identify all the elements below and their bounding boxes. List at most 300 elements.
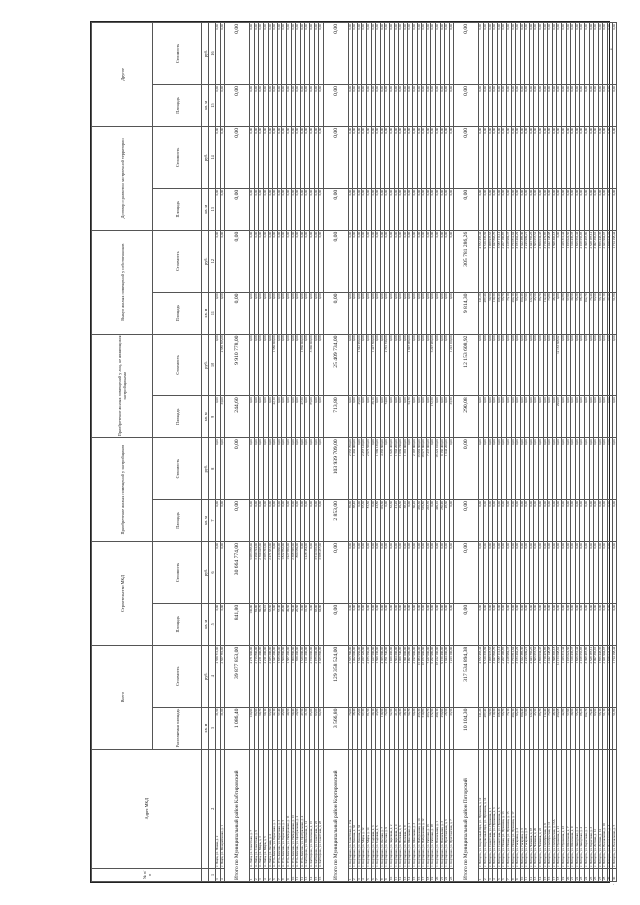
cell-area: 0,00 <box>534 396 539 438</box>
row-number: 21 <box>571 868 576 881</box>
cell-area: 0,00 <box>431 292 436 334</box>
cell-cost: 0,00 <box>539 542 544 604</box>
cell-area: 0,00 <box>449 188 454 230</box>
cell-area: 287,40 <box>483 707 488 749</box>
cell-area: 10 104,30 <box>454 707 479 749</box>
cell-cost: 0,00 <box>594 126 599 188</box>
cell-cost: 2 246 909,21 <box>525 230 530 292</box>
cell-cost: 0,00 <box>413 542 418 604</box>
cell-area: 0,00 <box>305 500 310 542</box>
cell-area: 130,90 <box>250 707 255 749</box>
cell-cost: 18 222 100,00 <box>435 645 440 707</box>
cell-cost: 0,00 <box>422 230 427 292</box>
row-address: с. Кортирово, ул. Лесная, д. 7 <box>380 749 385 868</box>
cell-area: 38,40 <box>353 500 358 542</box>
cell-cost: 0,00 <box>589 438 594 500</box>
row-address: п. Усть-Кемчик, ул. Береговая, д. 5 <box>282 749 287 868</box>
cell-cost: 4 366 600,00 <box>380 438 385 500</box>
cell-cost: 4 672 465,44 <box>479 230 484 292</box>
cell-cost: 3 719 472,86 <box>543 230 548 292</box>
row-address: г. Пяторск, ул. Октябрьская, д. 11 <box>548 749 553 868</box>
cell-area: 0,00 <box>291 85 296 127</box>
col-number: 4 <box>209 645 216 707</box>
row-number: 15 <box>314 868 319 881</box>
cell-cost: 0,00 <box>291 438 296 500</box>
cell-cost: 1 568 523,72 <box>607 645 612 707</box>
cell-cost: 2 457 120,00 <box>362 645 367 707</box>
cell-cost: 0,00 <box>483 542 488 604</box>
cell-cost: 0,00 <box>580 334 585 396</box>
cell-cost: 2 701 740,00 <box>385 334 390 396</box>
cell-cost: 0,00 <box>408 438 413 500</box>
cell-area: 42,10 <box>273 707 278 749</box>
cell-cost: 0,00 <box>483 334 488 396</box>
cell-cost: 0,00 <box>552 542 557 604</box>
cell-area: 0,00 <box>348 188 353 230</box>
cell-area: 0,00 <box>357 500 362 542</box>
cell-cost: 0,00 <box>353 542 358 604</box>
cell-area: 203,70 <box>426 500 431 542</box>
cell-cost: 1 587 200,00 <box>286 645 291 707</box>
row-address: с. Кортирово, ул. Пристанская, д. 5 <box>445 749 450 868</box>
cell-area: 0,00 <box>348 396 353 438</box>
subhead-cost: Стоимость <box>153 645 202 707</box>
cell-cost: 1 927 805,00 <box>286 542 291 604</box>
cell-cost: 1 427 500,00 <box>371 334 376 396</box>
cell-cost: 0,00 <box>268 438 273 500</box>
cell-area: 0,00 <box>376 603 381 645</box>
cell-area: 0,00 <box>589 500 594 542</box>
cell-area: 0,00 <box>585 396 590 438</box>
cell-area: 0,00 <box>286 188 291 230</box>
cell-area: 0,00 <box>426 396 431 438</box>
cell-area: 0,00 <box>380 396 385 438</box>
cell-cost: 0,00 <box>529 334 534 396</box>
row-number: 11 <box>394 868 399 881</box>
cell-area: 0,00 <box>493 85 498 127</box>
row-number: 23 <box>580 868 585 881</box>
cell-area: 0,00 <box>314 188 319 230</box>
cell-area: 0,00 <box>580 603 585 645</box>
cell-area: 3 566,80 <box>323 707 348 749</box>
cell-cost: 0,00 <box>607 23 612 85</box>
cell-area: 2 853,00 <box>323 500 348 542</box>
cell-area: 0,00 <box>497 85 502 127</box>
cell-area: 0,00 <box>426 292 431 334</box>
cell-area: 0,00 <box>612 85 617 127</box>
cell-cost: 0,00 <box>525 23 530 85</box>
cell-cost: 0,00 <box>431 126 436 188</box>
cell-cost: 0,00 <box>348 126 353 188</box>
cell-cost: 0,00 <box>296 23 301 85</box>
cell-area: 0,00 <box>580 85 585 127</box>
cell-area: 0,00 <box>539 500 544 542</box>
col-number: 9 <box>209 396 216 438</box>
cell-cost: 0,00 <box>598 334 603 396</box>
cell-area: 0,00 <box>607 603 612 645</box>
row-address: с. Кортирово, ул. Школьная, д. 1 <box>408 749 413 868</box>
cell-cost: 2 567 781,00 <box>220 645 225 707</box>
row-address: с. Кортирово, ул. Мира, д. 12 <box>362 749 367 868</box>
cell-cost: 0,00 <box>534 438 539 500</box>
cell-area: 0,00 <box>557 188 562 230</box>
row-address: с. Кортирово, ул. Полевая, д. 8 <box>403 749 408 868</box>
cell-cost: 0,00 <box>254 23 259 85</box>
cell-cost: 0,00 <box>557 126 562 188</box>
cell-area: 0,00 <box>571 500 576 542</box>
cell-area: 0,00 <box>277 188 282 230</box>
cell-cost: 0,00 <box>305 23 310 85</box>
col-number: 2 <box>209 749 216 868</box>
cell-cost: 0,00 <box>506 23 511 85</box>
row-number: 1 <box>479 868 484 881</box>
cell-cost: 1 826 661,44 <box>575 230 580 292</box>
cell-cost: 2 021 904,07 <box>603 645 608 707</box>
cell-area: 0,00 <box>454 85 479 127</box>
cell-area: 713,80 <box>323 396 348 438</box>
cell-cost: 0,00 <box>314 334 319 396</box>
cell-cost: 0,00 <box>225 438 250 500</box>
cell-cost: 0,00 <box>440 126 445 188</box>
cell-cost: 0,00 <box>367 542 372 604</box>
cell-area: 0,00 <box>506 603 511 645</box>
cell-cost: 0,00 <box>454 126 479 188</box>
cell-cost: 0,00 <box>348 230 353 292</box>
cell-area: 0,00 <box>348 603 353 645</box>
cell-area: 31,60 <box>305 603 310 645</box>
cell-area: 0,00 <box>250 292 255 334</box>
cell-cost: 0,00 <box>399 126 404 188</box>
cell-area: 0,00 <box>422 188 427 230</box>
cell-cost: 0,00 <box>548 438 553 500</box>
cell-area: 86,70 <box>539 707 544 749</box>
cell-area: 0,00 <box>552 85 557 127</box>
cell-area: 0,00 <box>566 500 571 542</box>
cell-area: 0,00 <box>580 500 585 542</box>
cell-cost: 0,00 <box>435 230 440 292</box>
cell-area: 519,80 <box>422 500 427 542</box>
cell-cost: 0,00 <box>612 23 617 85</box>
cell-area: 0,00 <box>314 85 319 127</box>
cell-area: 0,00 <box>566 603 571 645</box>
cell-area: 0,00 <box>371 500 376 542</box>
cell-cost: 0,00 <box>548 23 553 85</box>
unit-label: кв. м <box>202 500 209 542</box>
cell-area: 0,00 <box>353 85 358 127</box>
cell-cost: 0,00 <box>357 230 362 292</box>
unit-label: кв. м <box>202 603 209 645</box>
cell-area: 0,00 <box>520 500 525 542</box>
cell-area: 0,00 <box>440 188 445 230</box>
cell-cost: 0,00 <box>367 334 372 396</box>
cell-area: 0,00 <box>435 603 440 645</box>
cell-area: 0,00 <box>525 396 530 438</box>
cell-area: 0,00 <box>562 85 567 127</box>
cell-cost: 3 398 497,80 <box>585 645 590 707</box>
cell-area: 93,60 <box>594 707 599 749</box>
cell-area: 119,30 <box>493 707 498 749</box>
cell-area: 88,20 <box>580 292 585 334</box>
cell-area: 100,40 <box>520 292 525 334</box>
cell-cost: 0,00 <box>385 230 390 292</box>
cell-cost: 1 900 800,00 <box>291 645 296 707</box>
cell-area: 0,00 <box>216 603 221 645</box>
cell-cost: 0,00 <box>585 542 590 604</box>
row-number: 5 <box>367 868 372 881</box>
cell-cost: 0,00 <box>422 542 427 604</box>
cell-cost: 0,00 <box>440 334 445 396</box>
cell-cost: 0,00 <box>362 230 367 292</box>
cell-area: 84,90 <box>254 603 259 645</box>
cell-area: 0,00 <box>426 85 431 127</box>
cell-area: 0,00 <box>357 85 362 127</box>
col-number: 13 <box>209 188 216 230</box>
cell-cost: 0,00 <box>431 542 436 604</box>
cell-cost: 0,00 <box>612 334 617 396</box>
cell-cost: 0,00 <box>479 334 484 396</box>
cell-area: 0,00 <box>493 500 498 542</box>
cell-area: 0,00 <box>390 396 395 438</box>
row-number: 25 <box>589 868 594 881</box>
cell-cost: 1 997 080,00 <box>408 334 413 396</box>
cell-cost: 0,00 <box>566 126 571 188</box>
cell-area: 0,00 <box>259 292 264 334</box>
cell-cost: 0,00 <box>314 23 319 85</box>
cell-area: 0,00 <box>254 500 259 542</box>
subhead-area: Площадь <box>153 500 202 542</box>
cell-area: 0,00 <box>607 500 612 542</box>
cell-cost: 3 183 402,29 <box>516 230 521 292</box>
cell-area: 0,00 <box>612 396 617 438</box>
cell-area: 0,00 <box>516 603 521 645</box>
cell-area: 0,00 <box>543 500 548 542</box>
cell-cost: 0,00 <box>254 334 259 396</box>
row-address: п. Липа, ул. Лесная, д. 4 <box>268 749 273 868</box>
cell-area: 0,00 <box>300 292 305 334</box>
cell-area: 290,08 <box>557 707 562 749</box>
cell-cost: 2 918 656,95 <box>580 230 585 292</box>
cell-area: 0,00 <box>390 603 395 645</box>
cell-area: 39,10 <box>371 396 376 438</box>
cell-cost: 2 471 931,00 <box>268 542 273 604</box>
cell-cost: 3 688 457,00 <box>319 542 324 604</box>
cell-area: 69,10 <box>263 707 268 749</box>
row-number: 7 <box>277 868 282 881</box>
cell-cost: 0,00 <box>575 334 580 396</box>
cell-cost: 0,00 <box>483 23 488 85</box>
row-number: 12 <box>529 868 534 881</box>
row-number: 15 <box>413 868 418 881</box>
cell-area: 0,00 <box>562 396 567 438</box>
cell-area: 39,60 <box>571 707 576 749</box>
cell-cost: 3 300 000,00 <box>309 334 314 396</box>
cell-cost: 0,00 <box>571 438 576 500</box>
cell-cost: 9 510 335,69 <box>483 645 488 707</box>
cell-cost: 0,00 <box>263 23 268 85</box>
cell-cost: 1 520 000,00 <box>300 645 305 707</box>
cell-area: 0,00 <box>571 188 576 230</box>
cell-area: 0,00 <box>367 292 372 334</box>
cell-cost: 0,00 <box>225 126 250 188</box>
cell-cost: 0,00 <box>390 23 395 85</box>
cell-cost: 0,00 <box>511 126 516 188</box>
cell-area: 33,00 <box>220 396 225 438</box>
row-address: п. Кабтирово, ул. Советская, д. 28 <box>319 749 324 868</box>
cell-cost: 2 197 900,00 <box>413 645 418 707</box>
cell-cost: 0,00 <box>220 438 225 500</box>
cell-cost: 0,00 <box>277 438 282 500</box>
cell-cost: 0,00 <box>376 230 381 292</box>
cell-cost: 3 322 385,30 <box>520 645 525 707</box>
cell-cost: 12 153 608,92 <box>557 645 562 707</box>
cell-cost: 3 097 366,91 <box>594 230 599 292</box>
cell-cost: 0,00 <box>296 126 301 188</box>
cell-cost: 0,00 <box>263 126 268 188</box>
cell-area: 73,10 <box>506 292 511 334</box>
cell-cost: 0,00 <box>314 230 319 292</box>
cell-area: 43,80 <box>376 500 381 542</box>
subtotal-row <box>323 23 348 882</box>
cell-area: 0,00 <box>548 85 553 127</box>
cell-area: 0,00 <box>376 396 381 438</box>
cell-area: 0,00 <box>589 396 594 438</box>
row-number: 1 <box>348 868 353 881</box>
cell-area: 0,00 <box>380 188 385 230</box>
cell-cost: 0,00 <box>250 334 255 396</box>
cell-area: 0,00 <box>454 500 479 542</box>
cell-area: 0,00 <box>548 188 553 230</box>
cell-area: 0,00 <box>454 188 479 230</box>
cell-area: 0,00 <box>511 500 516 542</box>
cell-cost: 0,00 <box>493 438 498 500</box>
cell-cost: 1 310 436,37 <box>571 645 576 707</box>
cell-cost: 2 021 904,07 <box>603 230 608 292</box>
cell-area: 0,00 <box>286 85 291 127</box>
cell-area: 841,80 <box>225 603 250 645</box>
cell-cost: 0,00 <box>435 542 440 604</box>
cell-area: 0,00 <box>390 292 395 334</box>
cell-area: 0,00 <box>422 292 427 334</box>
col-number: 15 <box>209 85 216 127</box>
cell-area: 0,00 <box>376 188 381 230</box>
cell-cost: 0,00 <box>385 126 390 188</box>
cell-cost: 1 069 740,00 <box>399 438 404 500</box>
cell-cost: 0,00 <box>571 126 576 188</box>
unit-blank <box>202 868 209 881</box>
cell-cost: 2 686 565,00 <box>220 334 225 396</box>
cell-area: 88,20 <box>580 707 585 749</box>
cell-cost: 0,00 <box>497 126 502 188</box>
row-address: с. Кортирово, ул. Полевая, д. 6 <box>399 749 404 868</box>
row-number: 8 <box>380 868 385 881</box>
cell-area: 28,60 <box>445 707 450 749</box>
cell-area: 31,00 <box>220 707 225 749</box>
cell-area: 0,00 <box>585 500 590 542</box>
cell-area: 0,00 <box>488 188 493 230</box>
cell-cost: 0,00 <box>497 438 502 500</box>
cell-area: 59,40 <box>291 707 296 749</box>
cell-area: 66,70 <box>502 707 507 749</box>
cell-cost: 0,00 <box>426 23 431 85</box>
col-other-header: Другое <box>92 23 153 127</box>
cell-area: 0,00 <box>268 396 273 438</box>
unit-label: кв. м <box>202 707 209 749</box>
cell-cost: 2 418 984,37 <box>506 230 511 292</box>
cell-cost: 0,00 <box>603 126 608 188</box>
row-number: 4 <box>220 868 225 881</box>
cell-cost: 0,00 <box>585 438 590 500</box>
cell-area: 0,00 <box>286 292 291 334</box>
cell-area: 0,00 <box>220 85 225 127</box>
cell-area: 108,40 <box>497 292 502 334</box>
cell-cost: 0,00 <box>562 334 567 396</box>
cell-area: 0,00 <box>263 85 268 127</box>
header-row-groups <box>92 23 153 882</box>
row-number: 16 <box>417 868 422 881</box>
row-number: 17 <box>552 868 557 881</box>
cell-area: 0,00 <box>543 188 548 230</box>
subhead-area: Площадь <box>153 292 202 334</box>
cell-cost: 0,00 <box>268 23 273 85</box>
cell-area: 0,00 <box>220 603 225 645</box>
cell-cost: 1 580 000,00 <box>273 334 278 396</box>
cell-area: 0,00 <box>314 292 319 334</box>
cell-cost: 0,00 <box>408 230 413 292</box>
cell-cost: 1 310 436,37 <box>571 230 576 292</box>
cell-cost: 0,00 <box>557 438 562 500</box>
cell-cost: 0,00 <box>603 542 608 604</box>
cell-area: 0,00 <box>254 85 259 127</box>
cell-cost: 1 069 740,00 <box>399 645 404 707</box>
cell-area: 70,00 <box>348 707 353 749</box>
cell-cost: 0,00 <box>413 230 418 292</box>
row-number: 11 <box>525 868 530 881</box>
cell-area: 0,00 <box>607 396 612 438</box>
row-number: 10 <box>291 868 296 881</box>
cell-area: 51,80 <box>612 292 617 334</box>
cell-cost: 0,00 <box>417 23 422 85</box>
cell-area: 55,20 <box>575 707 580 749</box>
cell-area: 0,00 <box>445 292 450 334</box>
cell-cost: 1 836 800,00 <box>277 645 282 707</box>
cell-cost: 0,00 <box>539 23 544 85</box>
cell-area: 0,00 <box>263 396 268 438</box>
cell-area: 0,00 <box>408 85 413 127</box>
cell-area: 0,00 <box>273 500 278 542</box>
row-number: 14 <box>539 868 544 881</box>
cell-area: 31,60 <box>305 707 310 749</box>
cell-area: 0,00 <box>216 188 221 230</box>
row-number: 18 <box>557 868 562 881</box>
cell-area: 100,40 <box>520 707 525 749</box>
cell-area: 38,40 <box>353 707 358 749</box>
cell-cost: 0,00 <box>479 542 484 604</box>
cell-cost: 0,00 <box>286 126 291 188</box>
row-number: 8 <box>511 868 516 881</box>
cell-area: 112,40 <box>543 292 548 334</box>
cell-cost: 0,00 <box>445 230 450 292</box>
cell-cost: 6 753 812,94 <box>511 230 516 292</box>
cell-cost: 0,00 <box>371 542 376 604</box>
cell-cost: 0,00 <box>534 126 539 188</box>
cell-cost: 1 223 100,00 <box>449 334 454 396</box>
unit-label: руб. <box>202 542 209 604</box>
cell-area: 0,00 <box>493 188 498 230</box>
cell-cost: 0,00 <box>589 334 594 396</box>
cell-area: 0,00 <box>585 188 590 230</box>
cell-area: 0,00 <box>259 188 264 230</box>
cell-cost: 0,00 <box>220 230 225 292</box>
